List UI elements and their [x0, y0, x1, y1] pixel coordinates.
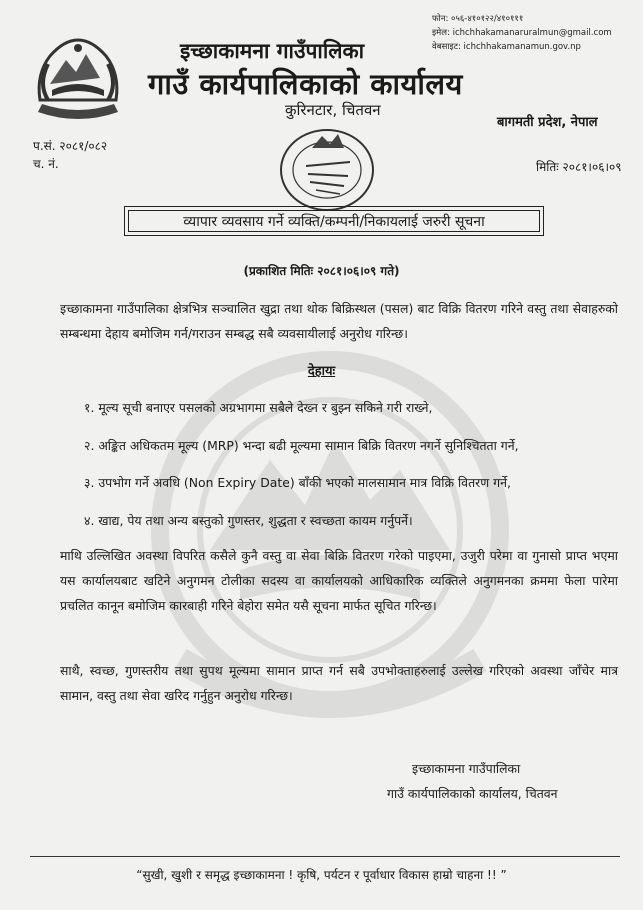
footer-slogan: “सुखी, खुशी र समृद्ध इच्छाकामना ! कृषि, पर्यटन र पूर्वाधार विकास हाम्रो चाहना !! ”: [136, 868, 507, 882]
letter-date: मितिः २०८१।०६।०९: [536, 160, 622, 174]
email-text: इमेल: ichchhakamanaruralmun@gmail.com: [432, 28, 612, 38]
intro-paragraph: इच्छाकामना गाउँपालिका क्षेत्रभित्र सञ्चालित खुद्रा तथा थोक बिक्रिस्थल (पसल) बाट विक्रि वितरण गरिने वस्तु तथा सेवाहरुको सम्बन्धमा देहाय बमोजिम गर्न/गराउन सम्बद्ध सबै व्यवसायीलाई अनुरोध गरिन्छ।: [60, 301, 618, 341]
signature-municipality: इच्छाकामना गाउँपालिका: [412, 761, 521, 776]
website-text: वेबसाइट: ichchhakamanamun.gov.np: [432, 42, 581, 52]
contact-block: [432, 12, 612, 54]
phone-text: फोन: ०५६-४१०१२२/४१०१११: [432, 14, 524, 24]
dispatch-number: च. नं.: [33, 157, 59, 171]
consumer-paragraph: साथै, स्वच्छ, गुणस्तरीय तथा सुपथ मूल्यमा सामान प्राप्त गर्न सबै उपभोक्ताहरुलाई उल्लेख गरिएको अवस्था जाँचेर मात्र सामान, वस्तु तथा सेवा खरिद गर्नुहुन अनुरोध गरिन्छ।: [60, 663, 618, 703]
published-date: (प्रकाशित मितिः २०८१।०६।०९ गते): [243, 264, 400, 278]
list-item: ३. उपभोग गर्ने अवधि (Non Expiry Date) बाँकी भएको मालसामान मात्र विक्रि वितरण गर्ने,: [84, 475, 511, 490]
section-heading: देहायः: [307, 364, 336, 379]
list-item: १. मूल्य सूची बनाएर पसलको अग्रभागमा सबैले देख्न र बुझ्न सकिने गरी राख्ने,: [84, 400, 433, 415]
municipality-name: इच्छाकामना गाउँपालिका: [180, 39, 365, 63]
signature-office: गाउँ कार्यपालिकाको कार्यालय, चितवन: [387, 786, 558, 801]
subject-title: व्यापार व्यवसाय गर्ने व्यक्ति/कम्पनी/निकायलाई जरुरी सूचना: [128, 210, 540, 232]
warning-paragraph: माथि उल्लिखित अवस्था विपरित कसैले कुनै वस्तु वा सेवा बिक्रि वितरण गरेको पाइएमा, उजुरी परेमा वा गुनासो प्राप्त भएमा यस कार्यालयबाट खटिने अनुगमन टोलीका सदस्य वा कार्यालयको आधिकारिक व्यक्तिले अनुगमनका क्रममा फेला पारेमा प्रचलित कानून बमोजिम कारबाही गरिने बेहोरा समेत यसै सूचना मार्फत सूचित गरिन्छ।: [60, 548, 618, 613]
office-location: कुरिनटार, चितवन: [285, 101, 381, 119]
footer-divider: [30, 856, 620, 857]
subject-box: [124, 206, 544, 236]
office-stamp: [272, 118, 382, 216]
office-name: गाउँ कार्यपालिकाको कार्यालय: [148, 67, 463, 101]
nepal-emblem-icon: [28, 34, 128, 122]
reference-number: प.सं. २०८१/०८२: [33, 139, 108, 153]
province-text: बागमती प्रदेश, नेपाल: [497, 115, 598, 130]
list-item: ४. खाद्य, पेय तथा अन्य बस्तुको गुणस्तर, शुद्धता र स्वच्छता कायम गर्नुपर्ने।: [84, 513, 413, 528]
list-item: २. अङ्कित अधिकतम मूल्य (MRP) भन्दा बढी मूल्यमा सामान बिक्रि वितरण नगर्ने सुनिश्चितता गर्ने,: [84, 438, 519, 453]
